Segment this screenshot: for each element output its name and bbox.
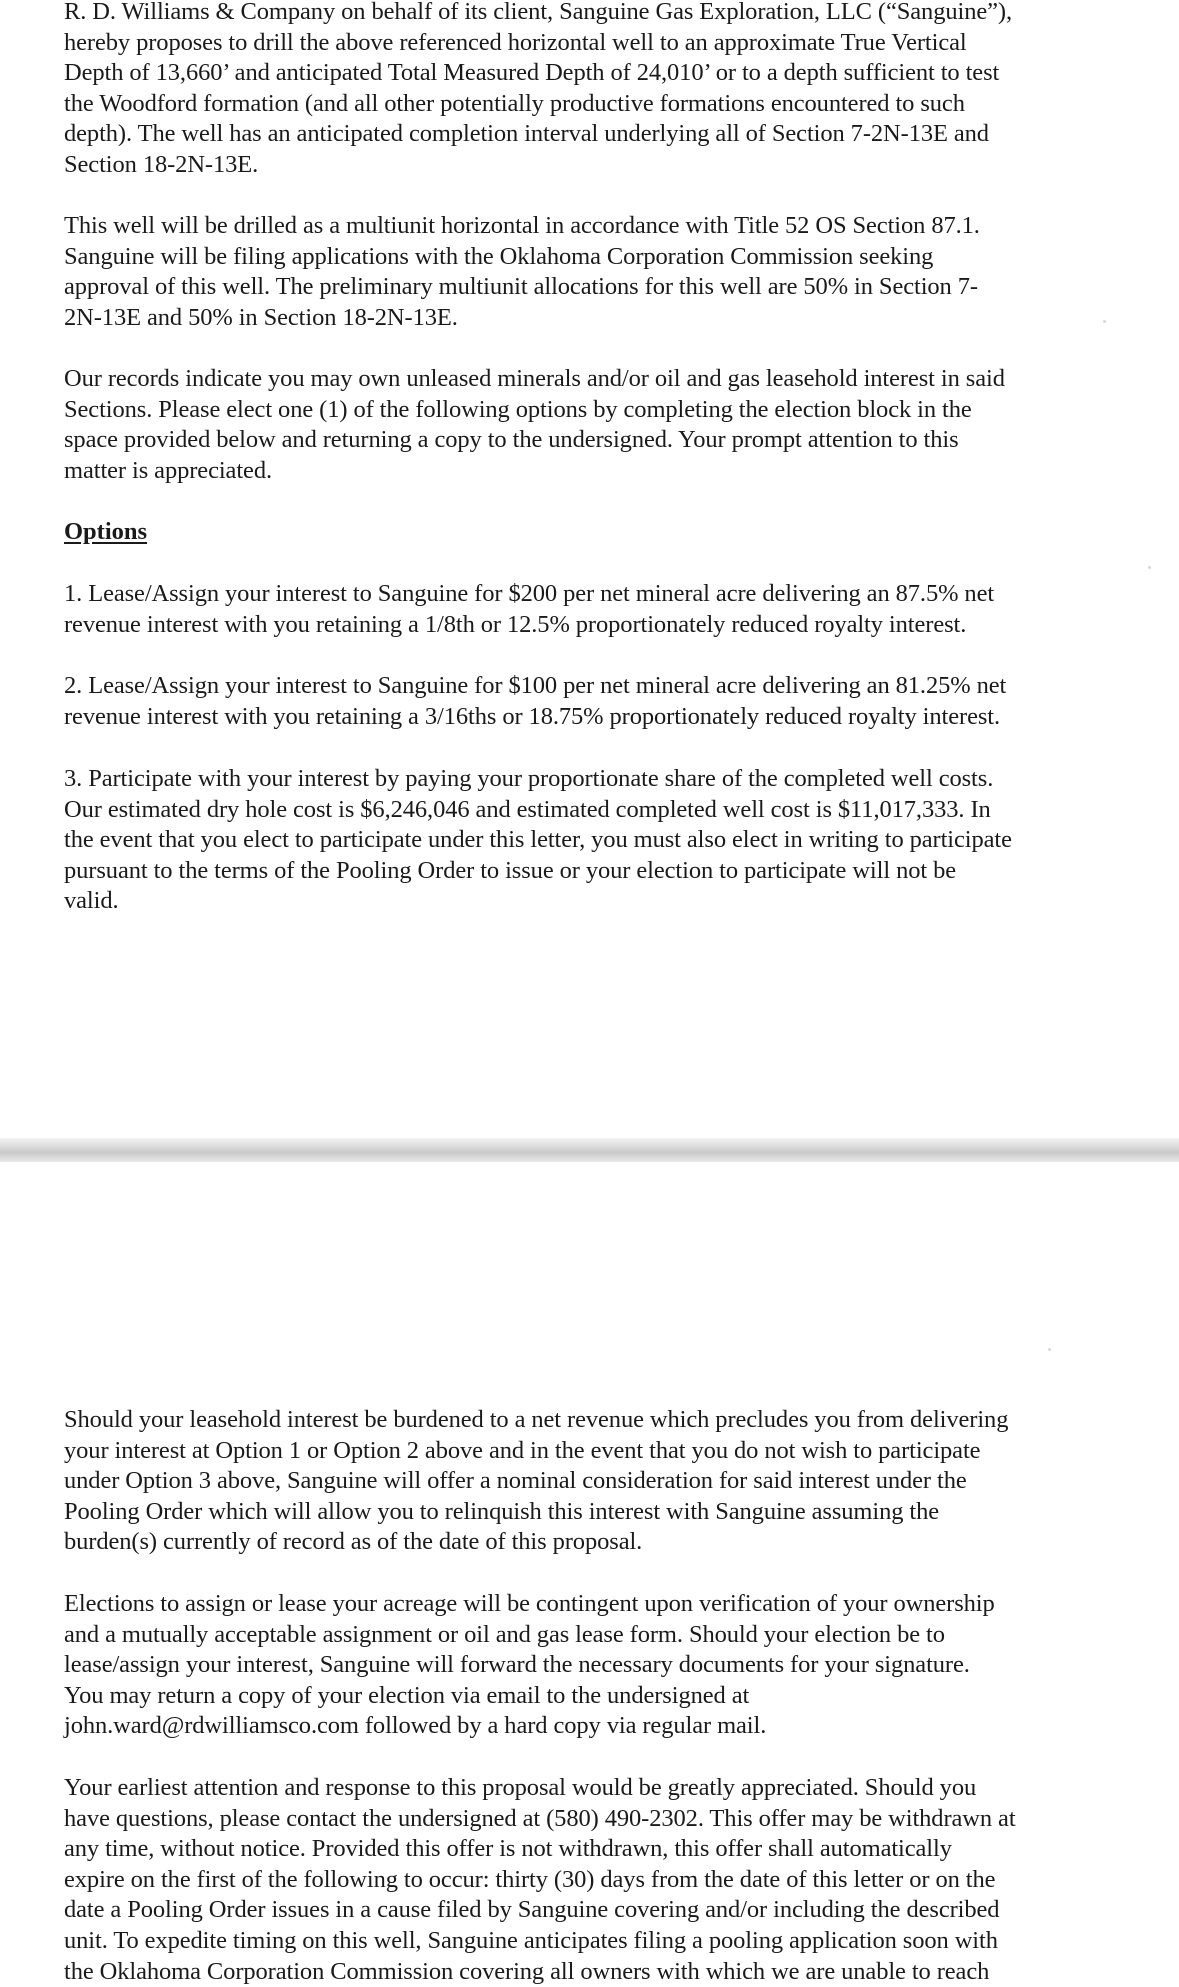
text-line: john.ward@rdwilliamsco.com followed by a hard copy via regular mail.: [64, 1712, 767, 1740]
text-line: depth). The well has an anticipated completion interval underlying all of Section 7-2N-13E and: [64, 120, 989, 148]
text-line: Our records indicate you may own unleased minerals and/or oil and gas leasehold interest in said: [64, 365, 1005, 392]
option-2-paragraph: [64, 671, 1124, 732]
text-line: 2N-13E and 50% in Section 18-2N-13E.: [64, 303, 458, 331]
text-line: approval of this well. The preliminary multiunit allocations for this well are 50% in Section 7-: [64, 273, 978, 301]
intro-paragraph: [64, 0, 1124, 181]
text-line: any time, without notice. Provided this offer is not withdrawn, this offer shall automatically: [64, 1835, 952, 1863]
text-line: valid.: [64, 887, 119, 915]
text-line: 2. Lease/Assign your interest to Sanguine for $100 per net mineral acre delivering an 81.25% net: [64, 672, 1007, 699]
text-line: You may return a copy of your election via email to the undersigned at: [64, 1681, 750, 1709]
records-paragraph: [64, 364, 1124, 486]
text-line: Sections. Please elect one (1) of the following options by completing the election block in the: [64, 395, 972, 423]
text-line: Section 18-2N-13E.: [64, 150, 259, 178]
text-line: revenue interest with you retaining a 1/8th or 12.5% proportionately reduced royalty interest.: [64, 610, 967, 638]
text-line: Should your leasehold interest be burdened to a net revenue which precludes you from delivering: [64, 1406, 1009, 1433]
option-1-paragraph: [64, 579, 1124, 640]
text-line: pursuant to the terms of the Pooling Order to issue or your election to participate will not be: [64, 856, 957, 884]
text-line: Your earliest attention and response to this proposal would be greatly appreciated. Should you: [64, 1774, 977, 1801]
text-line: Our estimated dry hole cost is $6,246,046 and estimated completed well cost is $11,017,333. In: [64, 795, 991, 823]
text-line: and a mutually acceptable assignment or oil and gas lease form. Should your election be to: [64, 1620, 945, 1648]
text-line: space provided below and returning a copy to the undersigned. Your prompt attention to this: [64, 426, 959, 454]
text-line: Pooling Order which will allow you to relinquish this interest with Sanguine assuming the: [64, 1497, 940, 1525]
page-break-divider: [0, 1138, 1179, 1162]
text-line: R. D. Williams & Company on behalf of its client, Sanguine Gas Exploration, LLC (“Sanguine”),: [64, 0, 1012, 25]
text-line: 1. Lease/Assign your interest to Sanguine for $200 per net mineral acre delivering an 87.5% net: [64, 580, 995, 607]
elections-paragraph: [64, 1589, 1124, 1742]
burdened-interest-paragraph: [64, 1405, 1124, 1558]
text-line: burden(s) currently of record as of the date of this proposal.: [64, 1528, 643, 1556]
options-heading: Options: [64, 518, 148, 545]
response-paragraph: [64, 1773, 1124, 1987]
option-3-paragraph: [64, 764, 1124, 917]
text-line: date a Pooling Order issues in a cause filed by Sanguine covering and/or including the described: [64, 1896, 1000, 1924]
text-line: matter is appreciated.: [64, 456, 272, 484]
text-line: lease/assign your interest, Sanguine will forward the necessary documents for your signature.: [64, 1651, 970, 1679]
scan-speck: [1048, 1348, 1051, 1351]
text-line: Depth of 13,660’ and anticipated Total Measured Depth of 24,010’ or to a depth sufficient to test: [64, 59, 1000, 87]
text-line: the Oklahoma Corporation Commission covering all owners with which we are unable to reach: [64, 1957, 990, 1985]
text-line: This well will be drilled as a multiunit horizontal in accordance with Title 52 OS Section 87.1.: [64, 212, 980, 239]
text-line: revenue interest with you retaining a 3/16ths or 18.75% proportionately reduced royalty interest.: [64, 702, 1001, 730]
scan-speck: [1148, 566, 1151, 569]
multiunit-paragraph: [64, 211, 1124, 333]
text-line: under Option 3 above, Sanguine will offer a nominal consideration for said interest under the: [64, 1467, 967, 1495]
scan-speck: [1103, 320, 1106, 323]
text-line: the event that you elect to participate under this letter, you must also elect in writing to participate: [64, 826, 1012, 854]
document-page-2: [0, 1162, 1179, 1985]
text-line: 3. Participate with your interest by paying your proportionate share of the completed well costs.: [64, 765, 994, 792]
text-line: unit. To expedite timing on this well, Sanguine anticipates filing a pooling application soon with: [64, 1926, 998, 1954]
text-line: have questions, please contact the undersigned at (580) 490-2302. This offer may be withdrawn at: [64, 1804, 1016, 1832]
text-line: your interest at Option 1 or Option 2 above and in the event that you do not wish to participate: [64, 1436, 981, 1464]
text-line: Sanguine will be filing applications with the Oklahoma Corporation Commission seeking: [64, 242, 934, 270]
text-line: the Woodford formation (and all other potentially productive formations encountered to such: [64, 89, 965, 117]
text-line: hereby proposes to drill the above referenced horizontal well to an approximate True Vertical: [64, 28, 967, 56]
text-line: Elections to assign or lease your acreage will be contingent upon verification of your ownership: [64, 1590, 995, 1617]
text-line: expire on the first of the following to occur: thirty (30) days from the date of this letter or on the: [64, 1865, 996, 1893]
